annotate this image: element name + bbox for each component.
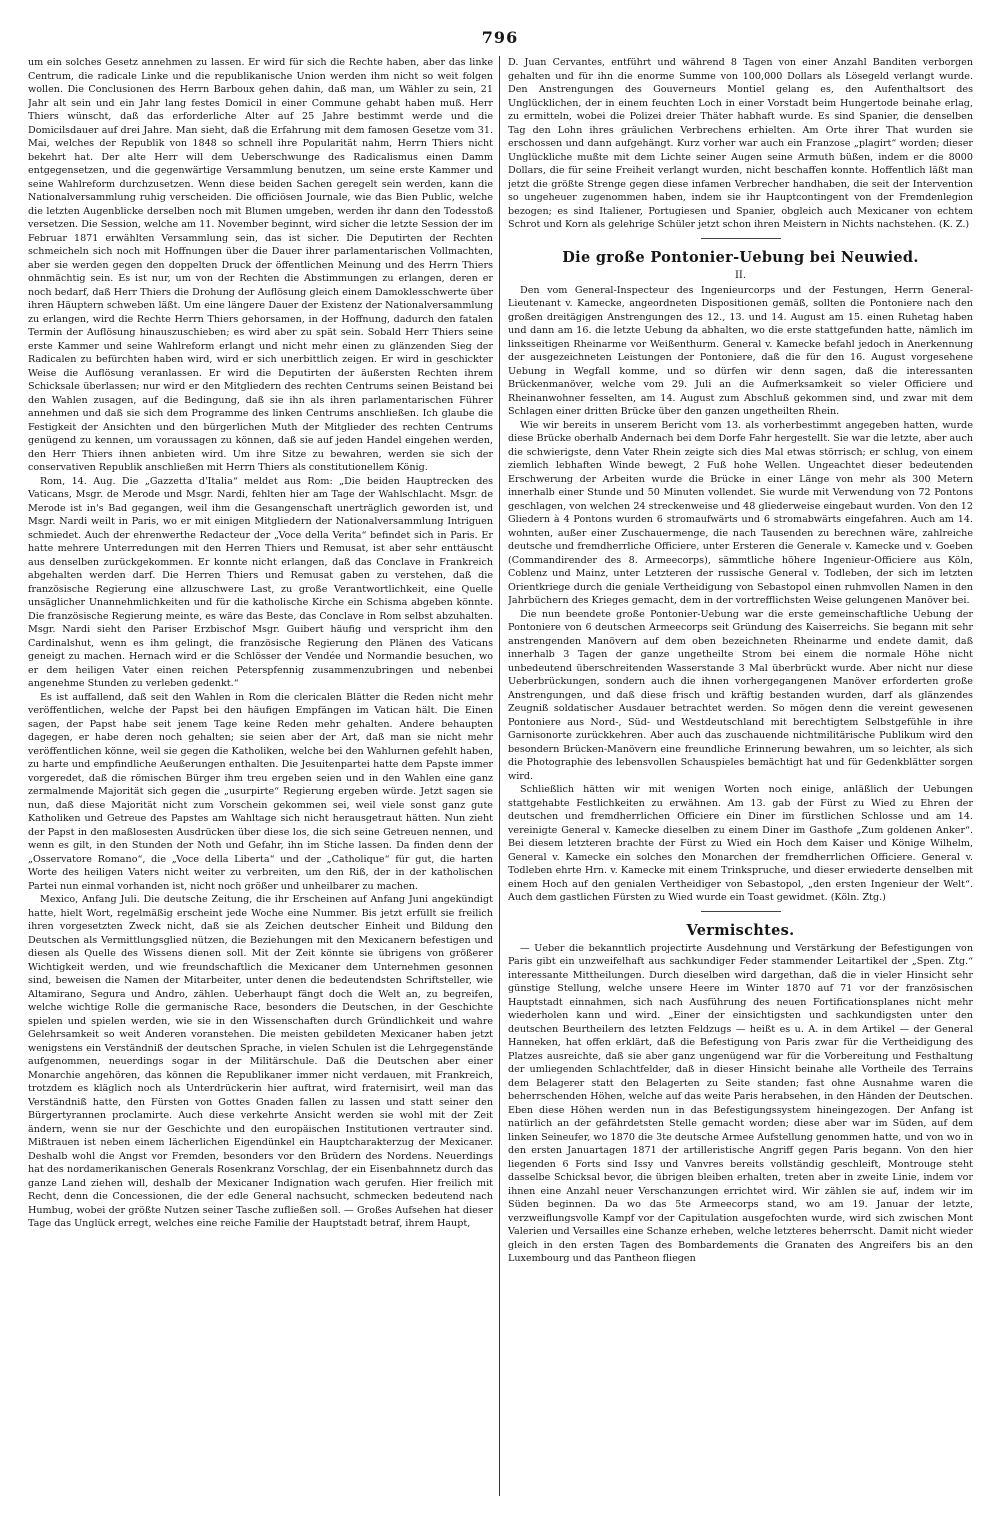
vermischtes-heading: Vermischtes. (686, 921, 795, 939)
pontonier-paragraph: Den vom General-Inspecteur des Ingenieurcorps und der Festungen, Herrn General-Lieutenant v. Kamecke, angeordneten Dispositionen gemäß, sollten die Pontoniere nach den großen dreitägigen Anstrengungen des 12., 13. und 14. August am 15. einen Ruhetag haben und dann am 16. die letzte Uebung da abhalten, wo die erste stattgefunden hatte, nämlich im linksseitigen Rheinarme vor Weißenthurm. General v. Kamecke befahl jedoch in Anerkennung der ausgezeichneten Leistungen der Pontoniere, daß die für den 16. August vorgesehene Uebung in Wegfall komme, und so dürfen wir denn sagen, daß die interessanten Brückenmanöver, welche vom 29. Juli an die Aufmerksamkeit so vieler Officiere und Rheinanwohner fesselten, am 14. August zum Abschluß gekommen sind, und zwar mit dem Schlagen einer dritten Brücke über den ganzen ungetheilten Rhein. (508, 284, 973, 417)
section-divider (701, 911, 781, 912)
article-paragraph-rome: Rom, 14. Aug. Die „Gazzetta d'Italia“ meldet aus Rom: „Die beiden Hauptrecken des Vaticans, Msgr. de Merode und Msgr. Nardi, fehlten hier am Tage der Wahlschlacht. Msgr. de Merode ist in's Bad gegangen, weil ihm die Gesangenschaft unerträglich geworden ist, und Msgr. Nardi weilt in Paris, wo er mit einigen Mitgliedern der Nationalversammlung Intriguen schmiedet. Auch der ehrenwerthe Redacteur der „Voce della Verita“ befindet sich in Paris. Er hatte mehrere Unterredungen mit den Herren Thiers und Remusat, ist aber sehr enttäuscht aus denselben zurückgekommen. Er konnte nicht erlangen, daß das Conclave in Frankreich abgehalten werden darf. Die Herren Thiers und Remusat gaben zu verstehen, daß die französische Regierung eine allzuschwere Last, zu große Verantwortlichkeit, eine Quelle unsäglicher Unannehmlichkeiten und für die katholische Kirche ein Schisma abgeben könnte. Die französische Regierung meinte, es wäre das Beste, das Conclave in Rom selbst abzuhalten. Msgr. Nardi sieht den Pariser Erzbischof Msgr. Guibert häufig und verspricht ihm den Cardinalshut, wenn es ihm gelingt, die französische Regierung den Plänen des Vaticans geneigt zu machen. Hernach wird er die Schlösser der Vendée und Normandie besuchen, wo er dem heiligen Vater einen reichen Peterspfennig zusammenzubringen und nebenbei angenehme Stunden zu verleben gedenkt.“ (28, 475, 493, 689)
pontonier-part-number: II. (734, 269, 747, 281)
article-paragraph-france: um ein solches Gesetz annehmen zu lassen. Er wird für sich die Rechte haben, aber das linke Centrum, die radicale Linke und die republikanische Union werden ihm nicht so weit folgen wollen. Die Conclusionen des Herrn Barboux gehen dahin, daß man, um Wähler zu sein, 21 Jahr alt sein und ein Jahr lang festes Domicil in einer Commune gehabt haben muß. Herr Thiers wünscht, daß das erforderliche Alter auf 25 Jahre bestimmt werde und die Domicilsdauer auf drei Jahre. Man sieht, daß die Erfahrung mit dem famosen Gesetze vom 31. Mai, welches der Republik von 1848 so schnell ihre Popularität nahm, Herrn Thiers nicht bekehrt hat. Der alte Herr will dem Ueberschwunge des Radicalismus einen Damm entgegensetzen, und die gegenwärtige Versammlung benutzen, um seine erste Kammer und seine Wahlreform durchzusetzen. Wenn diese beiden Sachen geregelt sein werden, kann die Nationalversammlung ruhig verscheiden. Die officiösen Journale, wie das Bien Public, welche die letzten Augenblicke derselben noch mit Blumen umgeben, werden ihr dann den Todesstoß versetzen. Die Session, welche am 11. November beginnt, wird sicher die letzte Session der im Februar 1871 erwählten Versammlung sein, das ist sicher. Die Deputirten der Rechten schmeicheln sich noch mit Hoffnungen über die Dauer ihrer parlamentarischen Vollmachten, aber sie werden gegen den doppelten Druck der öffentlichen Meinung und des Herrn Thiers ohnmächtig sein. Es ist nur, um von der Rechten die Abstimmungen zu erlangen, deren er noch bedarf, daß Herr Thiers die Drohung der Auflösung gleich einem Damoklesschwerte über ihren Häuptern schweben läßt. Um eine längere Dauer der Existenz der Nationalversammlung zu erlangen, wird die Rechte Herrn Thiers gehorsamen, in der Hoffnung, dadurch den fatalen Termin der Auflösung hinauszuschieben; es wird aber zu spät sein. Sobald Herr Thiers seine erste Kammer und seine Wahlreform erlangt und nicht mehr einen zu glänzenden Sieg der Radicalen zu befürchten haben wird, wird er sich unerbittlich zeigen. Er wird in geschickter Weise die Auflösung veranlassen. Er wird die Deputirten der äußersten Rechten ihrem Schicksale überlassen; nur wird er den Mitgliedern des rechten Centrums seinen Beistand bei den Wahlen zusagen, auf die Bedingung, daß sie ihn als ihren parlamentarischen Führer annehmen und daß sie sich dem Programme des linken Centrums anschließen. Ich glaube die Festigkeit der Ansichten und den bürgerlichen Muth der Mitglieder des rechten Centrums genügend zu kennen, um voraussagen zu können, daß sie auf jeden Handel eingehen werden, den Herr Thiers ihnen anbieten wird. Um ihre Sitze zu bewahren, werden sie sich der conservativen Republik anschließen mit Herrn Thiers als constitutionellem König. (28, 57, 493, 473)
article-paragraph-rome-2: Es ist auffallend, daß seit den Wahlen in Rom die clericalen Blätter die Reden nicht mehr veröffentlichen, welche der Papst bei den häufigen Empfängen im Vatican hält. Die Einen sagen, der Papst habe seit jenem Tage keine Reden mehr gehalten. Andere behaupten dagegen, er habe deren noch gehalten; sie seien aber der Art, daß man sie nicht mehr veröffentlichen könne, weil sie gegen die Katholiken, welche bei den Wahlurnen gefehlt haben, zu harte und empfindliche Aeußerungen enthalten. Die Jesuitenpartei hatte dem Papste immer vorgeredet, daß die römischen Bürger ihm treu ergeben seien und in den Wahlen eine ganz zermalmende Majorität sich gegen die „usurpirte“ Regierung ergeben würde. Jetzt sagen sie nun, daß diese Majorität nicht zum Vorschein gekommen sei, weil viele sonst ganz gute Katholiken und Getreue des Papstes am Wahltage sich nicht herausgetraut hätten. Nun zieht der Papst in den maßlosesten Ausdrücken über diese los, die sich seine Getreuen nennen, und wenn es gilt, in den Stunden der Noth und Gefahr, ihn im Stiche lassen. Da finden denn der „Osservatore Romano“, die „Voce della Liberta“ und der „Catholique“ für gut, die harten Worte des heiligen Vaters nicht weiter zu verbreiten, um den Riß, der in der katholischen Partei nun einmal vorhanden ist, nicht noch größer und unheilbarer zu machen. (28, 691, 493, 892)
pontonier-paragraph: Wie wir bereits in unserem Bericht vom 13. als vorherbestimmt angegeben hatten, wurde diese Brücke oberhalb Andernach bei dem Dorfe Fahr hergestellt. Sie war die letzte, aber auch die schwierigste, denn Vater Rhein zeigte sich dies Mal etwas störrisch; er schlug, von einem ziemlich lebhaften Winde bewegt, 2 Fuß hohe Wellen. Ungeachtet dieser bedeutenden Erschwerung der Arbeiten wurde die Brücke in einer Länge von mehr als 300 Metern innerhalb einer Stunde und 50 Minuten vollendet. Sie wurde mit Verwendung von 72 Pontons geschlagen, von welchen 24 streckenweise und 48 gliederweise eingebaut wurden. Von den 12 Gliedern à 4 Pontons wurden 6 stromaufwärts und 6 stromabwärts eingefahren. Auch am 14. wohnten, außer einer Zuschauermenge, die nach Tausenden zu berechnen wäre, zahlreiche deutsche und fremdherrliche Officiere, unter Ersteren die Generale v. Kamecke und v. Goeben (Commandirender des 8. Armeecorps), sämmtliche höhere Ingenieur-Officiere aus Köln, Coblenz und Mainz, unter Letzteren der russische General v. Todleben, der sich im letzten Orientkriege durch die geniale Vertheidigung von Sebastopol einen ruhmvollen Namen in den Jahrbüchern des Krieges gemacht, dem in der vortrefflichsten Weise gelungenen Manöver bei. (508, 419, 973, 606)
section-divider (701, 238, 781, 239)
left-column (28, 56, 493, 1496)
right-column (508, 56, 973, 1496)
article-paragraph-mexico-continued: D. Juan Cervantes, entführt und während 8 Tagen von einer Anzahl Banditen verborgen gehalten und für ihn die enorme Summe von 100,000 Dollars als Lösegeld verlangt wurde. Den Anstrengungen des Gouverneurs Montiel gelang es, den Aufenthaltsort des Unglücklichen, der in einem feuchten Loch in einer Vorstadt beim Hungertode beinahe erlag, zu ermitteln, wobei die Polizei dreier Thäter habhaft wurde. Es sind Spanier, die denselben Tag den Lohn ihres gräulichen Verbrechens erhielten. Am Orte ihrer That wurden sie erschossen und dann aufgehängt. Kurz vorher war auch ein Franzose „plagirt“ worden; dieser Unglückliche mußte mit dem Lichte seiner Augen seine Armuth büßen, indem er die 8000 Dollars, die für seine Freiheit verlangt wurden, nicht beschaffen konnte. Hoffentlich läßt man jetzt die größte Strenge gegen diese infamen Verbrecher handhaben, die seit der Intervention so ungeheuer zugenommen haben, indem sie ihr Hauptcontingent von der Fremdenlegion bezogen; es sind Italiener, Portugiesen und Spanier, obgleich auch Mexicaner von echtem Schrot und Korn als gelehrige Schüler jetzt schon ihren Meistern in Nichts nachstehen. (K. Z.) (508, 57, 973, 230)
page-number: 796 (481, 28, 519, 47)
article-paragraph-mexico: Mexico, Anfang Juli. Die deutsche Zeitung, die ihr Erscheinen auf Anfang Juni angekündigt hatte, hielt Wort, regelmäßig erscheint jede Woche eine Nummer. Bis jetzt erfüllt sie freilich ihren vorgesetzten Zweck nicht, daß sie als Zeichen deutscher Einheit und Bildung den Deutschen als Vermittlungsglied nützen, die Beziehungen mit den Mexicanern befestigen und diesen als Quelle des Wissens dienen soll. Mit der Zeit könnte sie übrigens von größerer Wichtigkeit werden, und wie freundschaftlich die Mexicaner dem Unternehmen gesonnen sind, beweisen die Namen der Mitarbeiter, unter denen die bedeutendsten Schriftsteller, wie Altamirano, Segura und Andro, zählen. Ueberhaupt fängt doch die Welt an, zu begreifen, welche wichtige Rolle die germanische Race, besonders die Deutschen, in der Geschichte spielen und spielen werden, wie sie in den Wissenschaften durch Gründlichkeit und wahre Gelehrsamkeit so weit Anderen voranstehen. Die meisten gebildeten Mexicaner haben jetzt wenigstens ein Verständniß der deutschen Sprache, in vielen Schulen ist die Lehrgegenstände aufgenommen, neuerdings sogar in der Militärschule. Daß die Deutschen aber einer Monarchie angehören, das können die Republikaner immer nicht verdauen, mit Frankreich, trotzdem es kläglich noch als Unterdrückerin hier auftrat, wird fraternisirt, weil man das Verständniß hatte, den Fürsten von Gottes Gnaden fallen zu lassen und statt seiner den Bürgertyrannen proclamirte. Auch diese verkehrte Ansicht werden sie wohl mit der Zeit ändern, wenn sie nur der Geschichte und den europäischen Institutionen vertrauter sind. Mißtrauen ist neben einem lächerlichen Eigendünkel ein Hauptcharakterzug der Mexicaner. Deshalb wohl die Angst vor Fremden, besonders vor den Brüdern des Nordens. Neuerdings hat des nordamerikanischen Generals Rosenkranz Vorschlag, der ein Eisenbahnnetz durch das ganze Land ziehen will, deshalb der Mexicaner Indignation wach gerufen. Hier freilich mit Recht, denn die Concessionen, die der edle General nachsucht, schmecken bedeutend nach Humbug, wobei der größte Nutzen seiner Tasche zufließen soll. — Großes Aufsehen hat dieser Tage das Unglück erregt, welches eine reiche Familie der Hauptstadt betraf, ihrem Haupt, (28, 894, 493, 1229)
vermischtes-paragraph: — Ueber die bekanntlich projectirte Ausdehnung und Verstärkung der Befestigungen von Paris gibt ein unzweifelhaft aus sachkundiger Feder stammender Leitartikel der „Spen. Ztg.“ interessante Mittheilungen. Durch dieselben wird dargethan, daß die in vieler Hinsicht sehr günstige Stellung, welche unsere Heere im Winter 1870 auf 71 vor der französischen Hauptstadt einnahmen, sich nach Ausführung des neuen Fortificationsplanes nicht mehr wiederholen kann und wird. „Einer der einsichtigsten und sachkundigsten unter den deutschen Beurtheilern des letzten Feldzugs — heißt es u. A. in dem Artikel — der General Hanneken, hat offen erklärt, daß die Befestigung von Paris zwar für die Vertheidigung des Platzes ausreichte, daß sie aber ganz ungenügend war für die Vorbereitung und Festhaltung der umliegenden Schlachtfelder, daß in dieser Hinsicht beinahe alle Vortheile des Terrains dem Belagerer statt den Belagerten zu Seite standen; fast ohne Ausnahme waren die beherrschenden Höhen, welche auf das weite Paris herabsehen, in den Händen der Deutschen. Eben diese Höhen werden nun in das Befestigungssystem hineingezogen. Der Anfang ist natürlich an der gefährdetsten Stelle gemacht worden; diese aber war im Süden, auf dem linken Seineufer, wo 1870 die 3te deutsche Armee Aufstellung genommen hatte, und von wo in den ersten Januartagen 1871 der artilleristische Angriff gegen Paris begann. Von den hier liegenden 6 Forts sind Issy und Vanvres bereits vollständig geschleift, Montrouge steht dasselbe Schicksal bevor, die übrigen bleiben erhalten, treten aber in zweite Linie, indem vor ihnen eine Anzahl neuer Verschanzungen errichtet wird. Wir zählen sie auf, indem wir im Süden beginnen. Da wo das 5te Armeecorps stand, wo am 19. Januar der letzte, verzweiflungsvolle Kampf vor der Capitulation ausgefochten wurde, wird sich zwischen Mont Valerien und Versailles eine Schanze erheben, welche letzteres beherrscht. Damit nicht wieder gleich in den ersten Tagen des Bombardements die Granaten des Angreifers bis an den Luxembourg und das Pantheon fliegen (508, 942, 973, 1264)
pontonier-heading: Die große Pontonier-Uebung bei Neuwied. (562, 248, 919, 266)
pontonier-paragraph: Die nun beendete große Pontonier-Uebung war die erste gemeinschaftliche Uebung der Pontoniere von 6 deutschen Armeecorps seit Gründung des Kaiserreichs. Sie begann mit sehr anstrengenden Manövern auf dem oben bezeichneten Rheinarme und endete damit, daß innerhalb 3 Tagen der ganze ungetheilte Strom bei einem die normale Höhe nicht unbedeutend überschreitenden Wasserstande 3 Mal überbrückt wurde. Aber nicht nur diese Ueberbrückungen, sondern auch die ihnen vorhergegangenen Manöver erforderten große Anstrengungen, und daß diese frisch und kräftig bestanden wurden, darf als glänzendes Zeugniß soldatischer Ausdauer betrachtet werden. So mögen denn die vereint gewesenen Pontoniere aus Nord-, Süd- und Westdeutschland mit berechtigtem Selbstgefühle in ihre Garnisonorte zurückkehren. Aber auch das zuschauende nichtmilitärische Publikum wird den besondern Brücken-Manövern eine freundliche Erinnerung bewahren, um so leichter, als sich die Photographie des lebensvollen Schauspieles bemächtigt hat und für Gedenkblätter sorgen wird. (508, 608, 973, 782)
column-divider (499, 56, 500, 1496)
pontonier-paragraph: Schließlich hätten wir mit wenigen Worten noch einige, anläßlich der Uebungen stattgehabte Festlichkeiten zu erwähnen. Am 13. gab der Fürst zu Wied zu Ehren der deutschen und fremdherrlichen Officiere ein Diner im fürstlichen Schlosse und am 14. vereinigte General v. Kamecke dieselben zu einem Diner im Gasthofe „Zum goldenen Anker“. Bei diesem letzteren brachte der Fürst zu Wied ein Hoch dem Kaiser und Könige Wilhelm, General v. Kamecke ein solches den Monarchen der fremdherrlichen Officiere. General v. Todleben ehrte Hrn. v. Kamecke mit einem Trinkspruche, und dieser erwiederte denselben mit einem Hoch auf den genialen Vertheidiger von Sebastopol, „den ersten Ingenieur der Welt“. Auch dem gastlichen Fürsten zu Wied wurde ein Toast gewidmet. (Köln. Ztg.) (508, 784, 973, 903)
